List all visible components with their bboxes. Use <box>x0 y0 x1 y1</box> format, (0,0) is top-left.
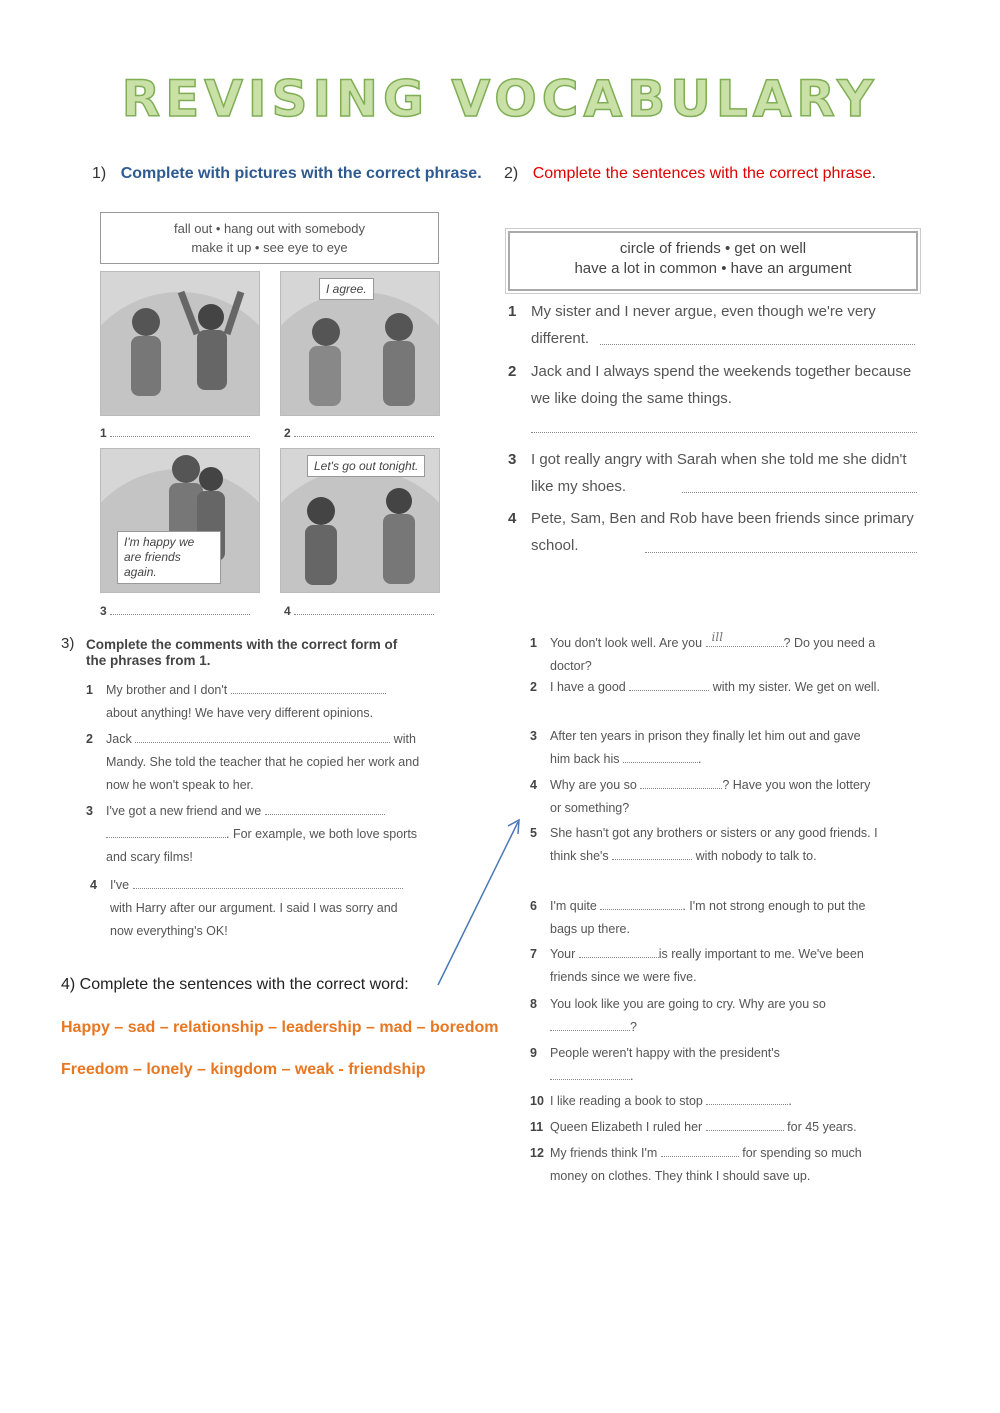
ex4-item-2: 2 I have a good with my sister. We get on well. <box>530 680 880 694</box>
ex4-item-1: 1 You don't look well. Are you ill ? Do you need a doctor? <box>530 632 880 678</box>
ex4-item-4: 4 Why are you so ? Have you won the lottery or something? <box>530 778 871 815</box>
exercise-1-instruction <box>92 165 482 183</box>
falling-out-illustration <box>101 272 259 415</box>
answer-line[interactable] <box>661 1144 739 1157</box>
exercise-4-instruction: 4) Complete the sentences with the correct word: <box>61 976 409 993</box>
speech-bubble-4: Let's go out tonight. <box>307 455 425 477</box>
answer-line[interactable] <box>645 540 917 553</box>
ex4-item-3: 3 After ten years in prison they finally let him out and gave him back his . <box>530 729 861 766</box>
answer-line[interactable] <box>629 678 709 691</box>
exercise-3-number: 3) <box>61 635 75 652</box>
answer-line[interactable] <box>550 1067 630 1080</box>
panel-label-1: 1 <box>100 424 250 440</box>
answer-line[interactable] <box>135 730 390 743</box>
ex2-item-2: 2 Jack and I always spend the weekends together because we like doing the same things. <box>508 363 912 407</box>
ex2-item-3: 3 I got really angry with Sarah when she told me she didn't like my shoes. <box>508 451 907 495</box>
panel-label-2: 2 <box>284 424 434 440</box>
answer-line[interactable] <box>706 630 784 647</box>
answer-line[interactable] <box>106 825 226 838</box>
ex4-item-8: 8 You look like you are going to cry. Why are you so ? <box>530 997 826 1034</box>
answer-line[interactable] <box>265 802 385 815</box>
picture-panel-3 <box>100 448 260 593</box>
arrow-icon <box>430 810 530 990</box>
answer-line[interactable] <box>531 420 917 433</box>
answer-line[interactable] <box>550 1018 630 1031</box>
word-bank-line-1: Happy – sad – relationship – leadership – mad – boredom <box>61 1019 499 1036</box>
phrase-box-2-line1: circle of friends • get on well <box>619 240 807 257</box>
ex2-item-1: 1 My sister and I never argue, even though we're very different. <box>508 303 876 347</box>
ex2-item-4: 4 Pete, Sam, Ben and Rob have been friends since primary school. <box>508 510 914 554</box>
ex3-item-3: 3 I've got a new friend and we . For example, we both love sports and scary films! <box>86 804 418 864</box>
answer-line[interactable] <box>600 897 682 910</box>
ex3-item-2: 2 Jack with Mandy. She told the teacher that he copied her work and now he won't speak to her. <box>86 732 420 792</box>
answer-line[interactable] <box>600 332 915 345</box>
speech-bubble-2: I agree. <box>319 278 374 300</box>
ex4-item-6: 6 I'm quite . I'm not strong enough to put the bags up there. <box>530 899 866 936</box>
ex4-item-10: 10 I like reading a book to stop . <box>530 1094 792 1108</box>
word-bank-line-2: Freedom – lonely – kingdom – weak - friendship <box>61 1061 426 1078</box>
answer-line[interactable] <box>231 681 386 694</box>
exercise-1-text: Complete with pictures with the correct phrase. <box>120 165 482 182</box>
phrase-box-2 <box>508 231 918 291</box>
answer-line[interactable] <box>133 876 403 889</box>
picture-panel-4 <box>280 448 440 593</box>
exercise-1-number: 1) <box>92 165 107 182</box>
panel-label-4: 4 <box>284 602 434 618</box>
phrase-box-1 <box>100 212 439 264</box>
answer-line[interactable] <box>682 480 917 493</box>
phrase-box-1-line2: make it up • see eye to eye <box>191 240 348 255</box>
ex3-item-1: 1 My brother and I don't about anything! We have very different opinions. <box>86 679 426 725</box>
picture-panel-1 <box>100 271 260 416</box>
ex4-item-9: 9 People weren't happy with the president's . <box>530 1046 780 1083</box>
panel-label-3: 3 <box>100 602 250 618</box>
exercise-2-text: Complete the sentences with the correct phrase <box>532 165 872 182</box>
exercise-2-instruction: 2) Complete the sentences with the correct phrase. <box>504 165 876 182</box>
ex4-item-7: 7 Your is really important to me. We've been friends since we were five. <box>530 947 864 984</box>
page-title: REVISING VOCABULARY <box>121 70 879 128</box>
exercise-2-number: 2) <box>504 165 519 182</box>
answer-line[interactable] <box>579 945 659 958</box>
phrase-box-1-line1: fall out • hang out with somebody <box>173 221 365 236</box>
answer-line[interactable] <box>706 1118 784 1131</box>
ex4-item-12: 12 My friends think I'm for spending so much money on clothes. They think I should save up. <box>530 1146 862 1183</box>
answer-line[interactable] <box>623 750 698 763</box>
speech-bubble-3: I'm happy we are friends again. <box>117 531 221 584</box>
answer-line[interactable] <box>612 847 692 860</box>
ex3-item-4: 4 I've with Harry after our argument. I said I was sorry and now everything's OK! <box>90 874 420 943</box>
ex4-item-5: 5 She hasn't got any brothers or sisters or any good friends. I think she's with nobody to talk to. <box>530 826 878 863</box>
answer-line[interactable] <box>706 1092 788 1105</box>
exercise-3-instruction: Complete the comments with the correct form of the phrases from 1. <box>86 637 398 668</box>
phrase-box-2-line2: have a lot in common • have an argument <box>574 260 852 277</box>
answer-line[interactable] <box>640 776 722 789</box>
picture-panel-2 <box>280 271 440 416</box>
sample-answer: ill <box>711 630 724 644</box>
ex4-item-11: 11 Queen Elizabeth I ruled her for 45 years. <box>530 1120 857 1134</box>
